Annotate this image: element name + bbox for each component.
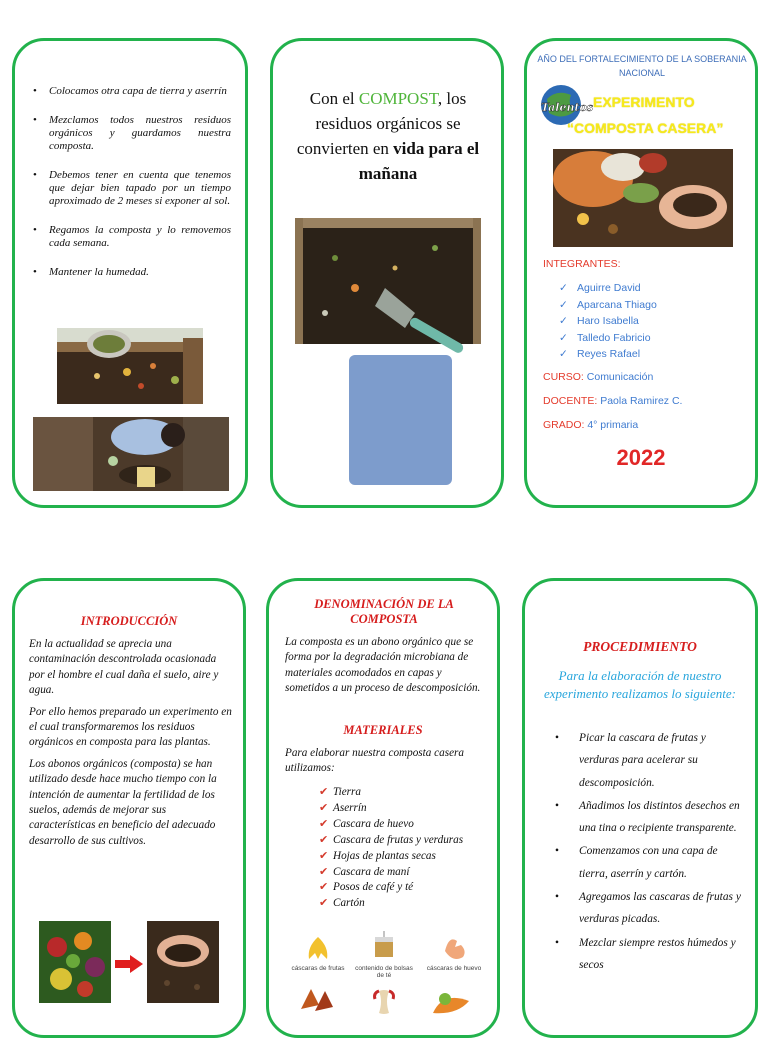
list-item: • Mezclar siempre restos húmedos y secos [561,932,741,977]
experiment-title-line2: “COMPOSTA CASERA” [567,120,724,136]
apple-core-icon [369,987,399,1017]
ingredient-label: cáscaras de frutas [291,965,345,972]
list-item: • Picar la cascara de frutas y verduras para acelerar su descomposición. [561,727,741,794]
check-icon: ✔ [319,881,329,894]
egg-shell-icon [441,933,471,961]
grado-label: GRADO: [543,419,585,431]
material-name: Cascara de frutas y verduras [333,833,464,846]
paragraph: En la actualidad se aprecia una contaminación descontrolada ocasionada por el hombre el cual daña el suelo, aire y agua. [29,638,219,697]
check-icon: ✔ [319,865,329,878]
list-item [559,330,657,347]
introduction-title: INTRODUCCIÓN [80,614,178,628]
member-name: Reyes Rafael [577,348,641,360]
integrantes-label: INTEGRANTES: [543,258,621,270]
material-name: Hojas de plantas secas [333,849,436,862]
compost-hands-photo [553,149,733,247]
paragraph: Por ello hemos preparado un experimento en el cual transformaremos los residuos orgánicos en composta para las plantas. [29,705,232,749]
docente-field [543,395,682,407]
curso-value: Comunicación [586,371,654,383]
paragraph: Los abonos orgánicos (composta) se han utilizado desde hace mucho tiempo con la intención de aumentar la fertilidad de los suelos, además de mejorar sus características en beneficio del adecuado desarrollo de sus cultivos. [29,757,217,847]
check-icon: ✓ [559,331,568,344]
list-item [559,280,657,297]
list-item: • Mantener la humedad. [31,266,231,279]
compost-bin-photo [57,328,203,404]
decorative-blue-block [349,355,452,485]
check-icon: ✓ [559,315,568,327]
experiment-title [567,89,747,141]
tea-bag-icon [369,931,399,961]
brochure-panel-introduction [12,578,246,1038]
material-name: Posos de café y té [333,881,414,894]
ingredient-label: cáscaras de huevo [426,965,482,972]
check-icon: ✓ [559,282,568,294]
check-icon: ✔ [319,817,329,830]
list-item [319,896,479,912]
introduction-body [29,637,233,855]
list-item [319,785,479,801]
procedure-title: PROCEDIMIENTO [583,639,697,654]
procedure-intro: Para la elaboración de nuestro experimento realizamos lo siguiente: [544,668,736,701]
slogan-highlight: COMPOST [358,89,438,108]
docente-label: DOCENTE: [543,395,598,407]
soil-hands-photo [147,921,219,1003]
material-name: Cascara de huevo [333,817,414,830]
list-item: • Debemos tener en cuenta que tenemos que dejar bien tapado por un tiempo aproximado de 2 meses si exponer al sol. [31,169,231,208]
brochure-panel-procedure [522,578,758,1038]
check-icon: ✔ [319,801,329,814]
materials-title: MATERIALES [343,723,423,737]
list-item [319,833,479,849]
list-item [559,346,657,363]
member-name: Aguirre David [577,282,641,294]
procedure-steps-list [561,727,741,977]
check-icon: ✔ [319,833,329,846]
check-icon: ✔ [319,786,329,798]
list-item [319,849,479,865]
brochure-panel-cover-slogan [270,38,504,508]
list-item [559,313,657,330]
ingredient-label: contenido de bolsas de té [355,965,413,979]
compost-steps-list [31,85,231,295]
list-item: • Comenzamos con una capa de tierra, aserrín y cartón. [561,840,741,885]
list-item: • Agregamos las cascaras de frutas y verduras picadas. [561,886,741,931]
list-item: • Colocamos otra capa de tierra y aserrín [31,85,231,98]
check-icon: ✔ [319,897,329,910]
grado-value: 4° primaria [587,419,639,431]
check-icon: ✓ [559,348,568,360]
materials-list [319,785,479,912]
year-motto: AÑO DEL FORTALECIMIENTO DE LA SOBERANIA NACIONAL [537,54,747,78]
list-item [559,297,657,314]
brochure-panel-steps-continued [12,38,248,508]
vegetable-peels-icon [431,985,471,1017]
slogan-bold: vida para el mañana [358,139,480,183]
fruits-photo [39,921,111,1003]
year-badge: 2022 [616,445,666,470]
banana-peel-icon [303,933,333,961]
definition-text: La composta es un abono orgánico que se forma por la degradación microbiana de materiales acomodados en capas y sometidos a un proceso de descomposición. [285,636,481,695]
check-icon: ✓ [559,298,568,311]
materials-intro: Para elaborar nuestra composta casera utilizamos: [285,747,464,775]
logo-text: Talentos [541,101,594,114]
slogan-title [283,86,493,186]
member-name: Aparcana Thiago [577,298,657,311]
child-gardening-photo [33,417,229,491]
docente-value: Paola Ramirez C. [600,395,683,407]
dry-leaves-icon [297,985,337,1015]
brochure-panel-cover [524,38,758,508]
member-name: Haro Isabella [577,315,639,327]
compost-shovel-photo [295,218,481,344]
check-icon: ✔ [319,849,329,862]
experiment-title-line1: EXPERIMENTO [593,94,695,110]
list-item: • Mezclamos todos nuestros residuos orgánicos y guardamos nuestra composta. [31,114,231,153]
material-name: Cartón [333,897,365,910]
curso-label: CURSO: [543,371,584,383]
list-item [319,817,479,833]
list-item: • Regamos la composta y lo removemos cada semana. [31,224,231,250]
list-item [319,865,479,881]
material-name: Cascara de maní [333,865,410,878]
list-item: • Añadimos los distintos desechos en una tina o recipiente transparente. [561,795,741,840]
members-list [559,280,657,363]
brochure-panel-materials [266,578,500,1038]
material-name: Aserrín [333,801,367,814]
grado-field [543,419,638,431]
slogan-text-pre: Con el [309,89,359,108]
curso-field [543,371,653,383]
arrow-right-icon [115,955,143,973]
list-item [319,880,479,896]
denomination-title: DENOMINACIÓN DE LA COMPOSTA [314,597,454,626]
member-name: Talledo Fabricio [577,331,651,344]
list-item [319,801,479,817]
slogan-text-mid: , los residuos orgánicos se convierten en [296,89,467,158]
material-name: Tierra [333,786,361,798]
